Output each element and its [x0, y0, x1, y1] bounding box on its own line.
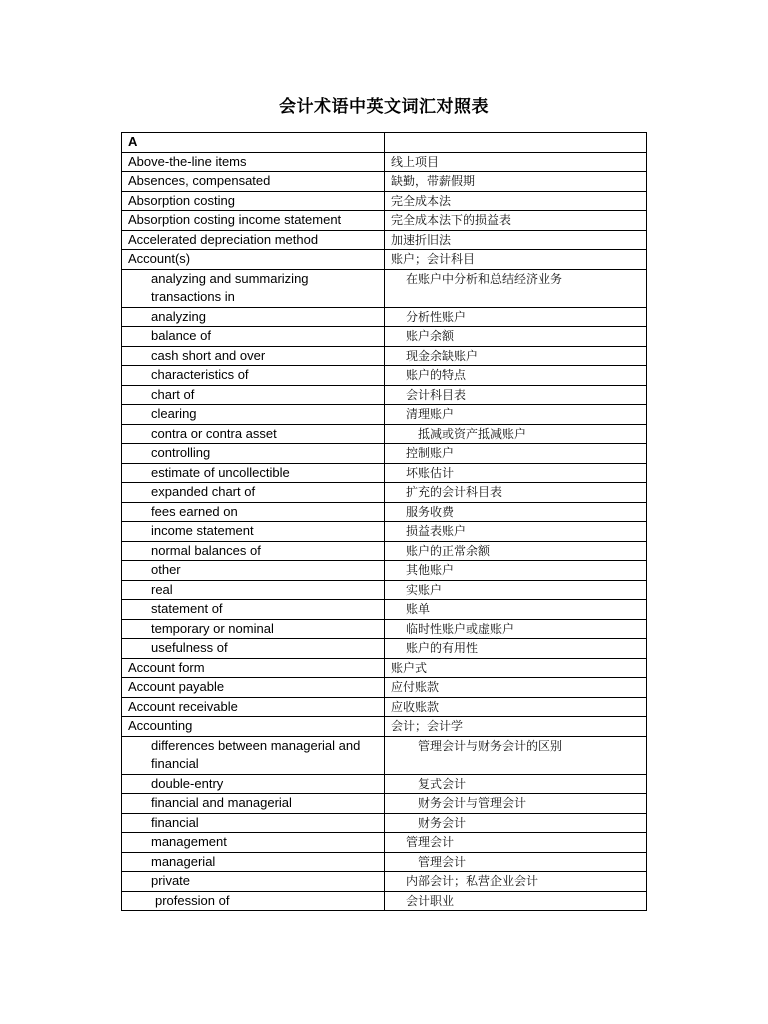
- term-chinese: 扩充的会计科目表: [385, 483, 647, 503]
- table-row: [122, 502, 647, 522]
- term-chinese: 会计职业: [385, 891, 647, 911]
- term-english: Absorption costing: [122, 191, 385, 211]
- term-english: Absorption costing income statement: [122, 211, 385, 231]
- term-chinese: 账户的有用性: [385, 639, 647, 659]
- term-english: statement of: [122, 600, 385, 620]
- term-chinese: 清理账户: [385, 405, 647, 425]
- table-row: [122, 736, 647, 774]
- table-row: [122, 172, 647, 192]
- term-chinese: 完全成本法下的损益表: [385, 211, 647, 231]
- term-english: double-entry: [122, 774, 385, 794]
- term-chinese: 账单: [385, 600, 647, 620]
- term-chinese: 抵减或资产抵减账户: [385, 424, 647, 444]
- term-english: cash short and over: [122, 346, 385, 366]
- term-english: balance of: [122, 327, 385, 347]
- table-row: [122, 191, 647, 211]
- term-english: financial and managerial: [122, 794, 385, 814]
- term-chinese: 内部会计；私营企业会计: [385, 872, 647, 892]
- section-header-row: [122, 133, 647, 153]
- term-english: analyzing: [122, 307, 385, 327]
- table-row: [122, 813, 647, 833]
- table-row: [122, 424, 647, 444]
- term-chinese: 账户的特点: [385, 366, 647, 386]
- term-english: estimate of uncollectible: [122, 463, 385, 483]
- table-row: [122, 385, 647, 405]
- page-title: 会计术语中英文词汇对照表: [279, 97, 489, 117]
- term-chinese: 会计；会计学: [385, 717, 647, 737]
- term-english: financial: [122, 813, 385, 833]
- term-english: Account payable: [122, 678, 385, 698]
- term-chinese: 账户的正常余额: [385, 541, 647, 561]
- term-english: other: [122, 561, 385, 581]
- term-chinese: 账户余额: [385, 327, 647, 347]
- term-english: normal balances of: [122, 541, 385, 561]
- table-row: [122, 658, 647, 678]
- table-row: [122, 678, 647, 698]
- term-english: clearing: [122, 405, 385, 425]
- term-chinese: 实账户: [385, 580, 647, 600]
- term-chinese: 现金余缺账户: [385, 346, 647, 366]
- section-header-right: [385, 133, 647, 153]
- term-english: Accelerated depreciation method: [122, 230, 385, 250]
- term-english: Accounting: [122, 717, 385, 737]
- term-chinese: 管理会计: [385, 833, 647, 853]
- table-row: [122, 852, 647, 872]
- table-row: [122, 639, 647, 659]
- table-row: [122, 872, 647, 892]
- term-english: Account receivable: [122, 697, 385, 717]
- table-row: [122, 307, 647, 327]
- term-chinese: 其他账户: [385, 561, 647, 581]
- term-english: management: [122, 833, 385, 853]
- table-row: [122, 774, 647, 794]
- term-english: expanded chart of: [122, 483, 385, 503]
- term-english: characteristics of: [122, 366, 385, 386]
- term-chinese: 应收账款: [385, 697, 647, 717]
- term-chinese: 财务会计与管理会计: [385, 794, 647, 814]
- term-english: controlling: [122, 444, 385, 464]
- term-english: differences between managerial and financial: [122, 736, 385, 774]
- term-chinese: 坏账估计: [385, 463, 647, 483]
- section-letter: A: [122, 133, 385, 153]
- table-row: [122, 230, 647, 250]
- table-row: [122, 250, 647, 270]
- term-english: usefulness of: [122, 639, 385, 659]
- term-english: Above-the-line items: [122, 152, 385, 172]
- term-chinese: 应付账款: [385, 678, 647, 698]
- term-english: income statement: [122, 522, 385, 542]
- term-chinese: 控制账户: [385, 444, 647, 464]
- term-english: Account(s): [122, 250, 385, 270]
- term-english: profession of: [122, 891, 385, 911]
- table-row: [122, 541, 647, 561]
- table-row: [122, 327, 647, 347]
- table-row: [122, 697, 647, 717]
- glossary-body: [122, 133, 647, 911]
- term-chinese: 线上项目: [385, 152, 647, 172]
- term-chinese: 临时性账户或虚账户: [385, 619, 647, 639]
- term-english: Account form: [122, 658, 385, 678]
- term-chinese: 账户；会计科目: [385, 250, 647, 270]
- term-english: fees earned on: [122, 502, 385, 522]
- term-english: temporary or nominal: [122, 619, 385, 639]
- term-chinese: 损益表账户: [385, 522, 647, 542]
- term-english: chart of: [122, 385, 385, 405]
- term-chinese: 加速折旧法: [385, 230, 647, 250]
- term-english: contra or contra asset: [122, 424, 385, 444]
- term-english: managerial: [122, 852, 385, 872]
- term-chinese: 财务会计: [385, 813, 647, 833]
- table-row: [122, 891, 647, 911]
- table-row: [122, 600, 647, 620]
- table-row: [122, 405, 647, 425]
- term-chinese: 在账户中分析和总结经济业务: [385, 269, 647, 307]
- term-chinese: 复式会计: [385, 774, 647, 794]
- term-chinese: 账户式: [385, 658, 647, 678]
- term-english: Absences, compensated: [122, 172, 385, 192]
- term-english: analyzing and summarizing transactions in: [122, 269, 385, 307]
- table-row: [122, 269, 647, 307]
- table-row: [122, 463, 647, 483]
- table-row: [122, 717, 647, 737]
- term-english: real: [122, 580, 385, 600]
- term-chinese: 分析性账户: [385, 307, 647, 327]
- table-row: [122, 580, 647, 600]
- table-row: [122, 483, 647, 503]
- table-row: [122, 444, 647, 464]
- table-row: [122, 794, 647, 814]
- table-row: [122, 346, 647, 366]
- table-row: [122, 619, 647, 639]
- term-chinese: 服务收费: [385, 502, 647, 522]
- term-chinese: 管理会计与财务会计的区别: [385, 736, 647, 774]
- term-chinese: 会计科目表: [385, 385, 647, 405]
- table-row: [122, 366, 647, 386]
- term-chinese: 缺勤，带薪假期: [385, 172, 647, 192]
- term-chinese: 管理会计: [385, 852, 647, 872]
- table-row: [122, 833, 647, 853]
- table-row: [122, 561, 647, 581]
- term-chinese: 完全成本法: [385, 191, 647, 211]
- table-row: [122, 211, 647, 231]
- term-english: private: [122, 872, 385, 892]
- table-row: [122, 152, 647, 172]
- glossary-table: [121, 132, 647, 911]
- table-row: [122, 522, 647, 542]
